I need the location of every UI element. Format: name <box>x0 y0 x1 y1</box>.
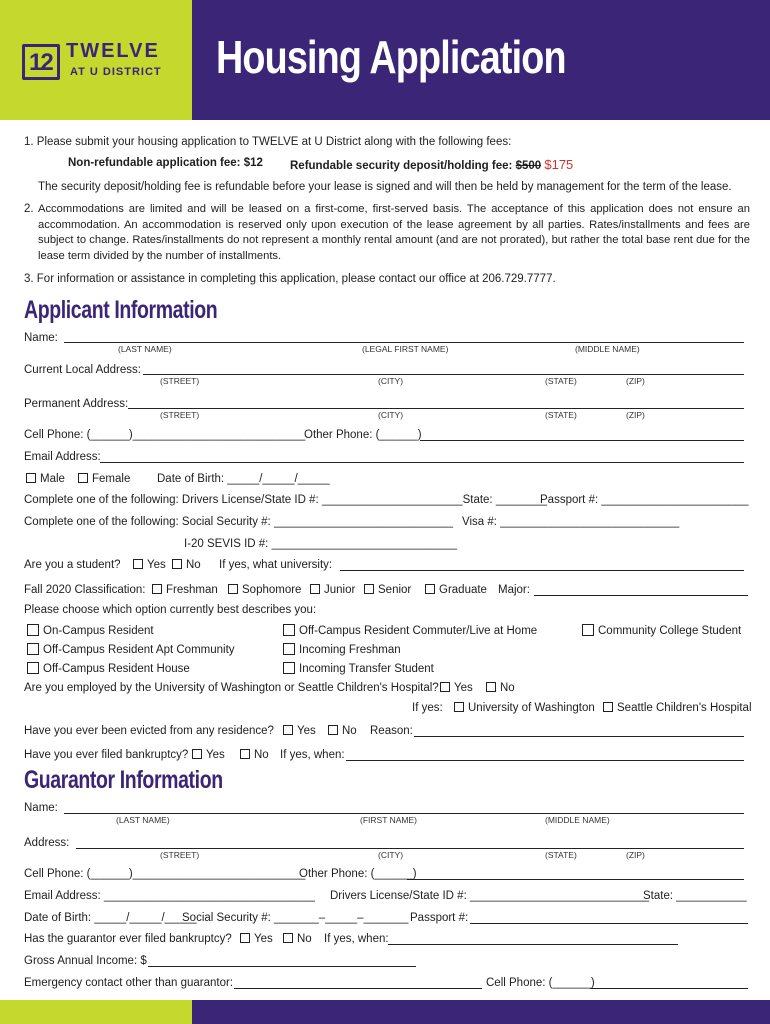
no-label: No <box>254 749 269 761</box>
label-state: (STATE) <box>545 850 577 860</box>
current-address-label: Current Local Address: <box>24 364 141 376</box>
checkbox-icon[interactable] <box>78 473 88 483</box>
checkbox-icon[interactable] <box>603 702 613 712</box>
major-input[interactable] <box>534 595 748 596</box>
applicant-name-input[interactable] <box>64 342 744 343</box>
page-title: Housing Application <box>216 31 566 83</box>
label-zip: (ZIP) <box>626 410 645 420</box>
checkbox-icon[interactable] <box>283 725 293 735</box>
reason-label: Reason: <box>370 725 413 737</box>
bankrupt-when-input[interactable] <box>346 760 744 761</box>
opt-house[interactable] <box>27 662 190 675</box>
intro-item-2: Accommodations are limited and will be leased on a first-come, first-served basis. The acceptance of this application does not ensure an accommodation. An accommodation is reserved only upon execution of the lease agreement by all parties. Rates/installments and fees are subject to change. Rates/installments do not represent a monthly rental amount (and are not prorated), but rather the total base rent due for the lease term divided by the number of installments. <box>38 203 750 262</box>
applicant-name-label: Name: <box>24 332 58 344</box>
bankrupt-no[interactable] <box>240 749 269 761</box>
guarantor-name-input[interactable] <box>64 813 744 814</box>
guarantor-dob-field[interactable]: Date of Birth: _____/_____/_____ <box>24 912 197 924</box>
opt-community[interactable] <box>582 624 741 637</box>
label-first-name: (LEGAL FIRST NAME) <box>362 344 449 354</box>
opt-label: Incoming Transfer Student <box>299 663 434 675</box>
deposit-note: The security deposit/holding fee is refundable before your lease is signed and will then be held by management for the term of the lease. <box>38 181 732 193</box>
checkbox-icon[interactable] <box>283 624 295 636</box>
opt-on-campus[interactable] <box>27 624 154 637</box>
checkbox-icon[interactable] <box>172 559 182 569</box>
emergency-label: Emergency contact other than guarantor: <box>24 977 234 989</box>
label-state: (STATE) <box>545 376 577 386</box>
checkbox-icon[interactable] <box>283 933 293 943</box>
dob-field[interactable]: Date of Birth: _____/_____/_____ <box>157 473 330 485</box>
employer-uw[interactable] <box>454 702 595 714</box>
cell-phone-field[interactable]: Cell Phone: (______)___________________________ <box>24 429 306 441</box>
footer-bar <box>192 1000 770 1024</box>
logo-icon <box>22 44 60 80</box>
bankrupt-when-label: If yes, when: <box>280 749 345 761</box>
no-label: No <box>186 559 201 571</box>
guarantor-passport-label: Passport #: <box>410 912 469 924</box>
label-first-name: (FIRST NAME) <box>360 815 417 825</box>
gross-income-input[interactable] <box>148 966 416 967</box>
label-zip: (ZIP) <box>626 376 645 386</box>
label-city: (CITY) <box>378 850 404 860</box>
permanent-address-input[interactable] <box>128 408 744 409</box>
sophomore-label: Sophomore <box>242 584 302 596</box>
classification-label: Fall 2020 Classification: <box>24 584 146 596</box>
label-city: (CITY) <box>378 376 404 386</box>
label-street: (STREET) <box>160 376 200 386</box>
fee-old: $500 <box>515 160 542 172</box>
checkbox-icon[interactable] <box>310 584 320 594</box>
checkbox-icon[interactable] <box>228 584 238 594</box>
checkbox-icon[interactable] <box>240 749 250 759</box>
yes-label: Yes <box>147 559 166 571</box>
applicant-section-title: Applicant Information <box>24 296 218 324</box>
no-label: No <box>342 725 357 737</box>
graduate-label: Graduate <box>439 584 487 596</box>
checkbox-icon[interactable] <box>364 584 374 594</box>
logo-panel <box>0 0 192 120</box>
university-label: If yes, what university: <box>219 559 333 571</box>
fee-deposit <box>290 157 573 172</box>
bankrupt-yes[interactable] <box>192 749 225 761</box>
label-street: (STREET) <box>160 850 200 860</box>
title-panel <box>192 0 770 120</box>
evicted-yes[interactable] <box>283 725 316 737</box>
evicted-no[interactable] <box>328 725 357 737</box>
no-label: No <box>500 682 515 694</box>
guarantor-other-phone-input[interactable] <box>407 879 744 880</box>
checkbox-icon[interactable] <box>283 662 295 674</box>
intro-item-3: 3. For information or assistance in completing this application, please contact our office at 206.729.7777. <box>24 273 556 285</box>
opt-apt[interactable] <box>27 643 235 656</box>
header <box>0 0 770 120</box>
yes-label: Yes <box>206 749 225 761</box>
checkbox-icon[interactable] <box>486 682 496 692</box>
label-city: (CITY) <box>378 410 404 420</box>
checkbox-icon[interactable] <box>328 725 338 735</box>
gender-female[interactable] <box>78 473 130 485</box>
opt-label: Off-Campus Resident Commuter/Live at Home <box>299 625 538 637</box>
logo-word: TWELVE <box>66 40 160 62</box>
choose-prompt: Please choose which option currently best describes you: <box>24 604 317 616</box>
label-street: (STREET) <box>160 410 200 420</box>
current-address-input[interactable] <box>143 374 744 375</box>
license-field[interactable]: Complete one of the following: Drivers License/State ID #: ______________________State: ________ <box>24 494 547 506</box>
checkbox-icon[interactable] <box>152 584 162 594</box>
checkbox-icon[interactable] <box>283 643 295 655</box>
yes-label: Yes <box>254 933 273 945</box>
label-zip: (ZIP) <box>626 850 645 860</box>
reason-input[interactable] <box>414 736 744 737</box>
other-phone-label: Other Phone: (______) <box>304 429 422 441</box>
label-last-name: (LAST NAME) <box>116 815 170 825</box>
senior-label: Senior <box>378 584 412 596</box>
gross-income-label: Gross Annual Income: $ <box>24 955 147 967</box>
class-graduate[interactable] <box>425 584 487 596</box>
guarantor-passport-input[interactable] <box>470 923 748 924</box>
ssn-field[interactable]: Complete one of the following: Social Security #: ____________________________ <box>24 516 454 528</box>
guarantor-state-field[interactable]: State: ___________ <box>643 890 747 902</box>
class-senior[interactable] <box>364 584 411 596</box>
student-yes[interactable] <box>133 559 166 571</box>
checkbox-icon[interactable] <box>454 702 464 712</box>
footer-accent <box>0 1000 192 1024</box>
emergency-cell-label: Cell Phone: (______) <box>486 977 595 989</box>
guarantor-section-title: Guarantor Information <box>24 766 223 794</box>
other-phone-input[interactable] <box>420 440 744 441</box>
junior-label: Junior <box>324 584 356 596</box>
email-input[interactable] <box>100 462 744 463</box>
opt-label: Off-Campus Resident Apt Community <box>43 644 235 656</box>
intro-item-2-num: 2. <box>24 203 34 215</box>
opt-label: Community College Student <box>598 625 742 637</box>
checkbox-icon[interactable] <box>26 473 36 483</box>
label-last-name: (LAST NAME) <box>118 344 172 354</box>
checkbox-icon[interactable] <box>27 624 39 636</box>
guarantor-bankrupt-question: Has the guarantor ever filed bankruptcy? <box>24 933 232 945</box>
fee-new: $175 <box>544 157 574 172</box>
male-label: Male <box>40 473 65 485</box>
class-freshman[interactable] <box>152 584 218 596</box>
opt-incoming-freshman[interactable] <box>283 643 401 656</box>
no-label: No <box>297 933 312 945</box>
checkbox-icon[interactable] <box>582 624 594 636</box>
label-middle-name: (MIDDLE NAME) <box>545 815 610 825</box>
freshman-label: Freshman <box>166 584 218 596</box>
employed-yes[interactable] <box>440 682 473 694</box>
guarantor-email-field[interactable]: Email Address: _________________________________ <box>24 890 315 902</box>
guarantor-name-label: Name: <box>24 802 58 814</box>
guarantor-address-input[interactable] <box>76 848 744 849</box>
checkbox-icon[interactable] <box>27 643 39 655</box>
yes-label: Yes <box>454 682 473 694</box>
opt-label: Off-Campus Resident House <box>43 663 190 675</box>
opt-transfer[interactable] <box>283 662 434 675</box>
fee-deposit-label: Refundable security deposit/holding fee: <box>290 160 513 172</box>
employed-no[interactable] <box>486 682 515 694</box>
yes-label: Yes <box>297 725 316 737</box>
evicted-question: Have you ever been evicted from any residence? <box>24 725 274 737</box>
opt-label: Incoming Freshman <box>299 644 401 656</box>
checkbox-icon[interactable] <box>27 662 39 674</box>
uw-label: University of Washington <box>468 702 595 714</box>
checkbox-icon[interactable] <box>192 749 202 759</box>
intro-item-1: 1. Please submit your housing application to TWELVE at U District along with the following fees: <box>24 136 512 148</box>
sevis-field[interactable]: I-20 SEVIS ID #: _____________________________ <box>184 538 458 550</box>
employer-sch[interactable] <box>603 702 752 714</box>
emergency-cell-input[interactable] <box>590 988 748 989</box>
label-middle-name: (MIDDLE NAME) <box>575 344 640 354</box>
guarantor-other-phone-label: Other Phone: (______) <box>299 868 417 880</box>
checkbox-icon[interactable] <box>425 584 435 594</box>
permanent-address-label: Permanent Address: <box>24 398 129 410</box>
email-label: Email Address: <box>24 451 101 463</box>
guarantor-cell-field[interactable]: Cell Phone: (______)___________________________ <box>24 868 306 880</box>
employed-question: Are you employed by the University of Washington or Seattle Children's Hospital? <box>24 682 439 694</box>
guarantor-license-field[interactable]: Drivers License/State ID #: ____________________________ <box>330 890 650 902</box>
label-state: (STATE) <box>545 410 577 420</box>
emergency-input[interactable] <box>234 988 482 989</box>
sch-label: Seattle Children's Hospital <box>617 702 752 714</box>
female-label: Female <box>92 473 131 485</box>
checkbox-icon[interactable] <box>440 682 450 692</box>
guarantor-bankrupt-when-input[interactable] <box>388 944 678 945</box>
checkbox-icon[interactable] <box>240 933 250 943</box>
guarantor-address-label: Address: <box>24 837 70 849</box>
if-yes-label: If yes: <box>412 702 443 714</box>
student-question: Are you a student? <box>24 559 121 571</box>
guarantor-bankrupt-yes[interactable] <box>240 933 273 945</box>
class-junior[interactable] <box>310 584 355 596</box>
gender-male[interactable] <box>26 473 65 485</box>
opt-off-commuter[interactable] <box>283 624 537 637</box>
logo-sub: AT U DISTRICT <box>70 66 162 78</box>
university-input[interactable] <box>340 570 744 571</box>
fee-application: Non-refundable application fee: $12 <box>68 157 263 169</box>
major-label: Major: <box>498 584 530 596</box>
logo-number: 12 <box>29 49 52 76</box>
passport-field[interactable]: Passport #: _______________________ <box>540 494 749 506</box>
bankrupt-question: Have you ever filed bankruptcy? <box>24 749 189 761</box>
class-sophomore[interactable] <box>228 584 301 596</box>
checkbox-icon[interactable] <box>133 559 143 569</box>
opt-label: On-Campus Resident <box>43 625 154 637</box>
guarantor-ssn-field[interactable]: Social Security #: _______–_____–_______ <box>182 912 409 924</box>
visa-field[interactable]: Visa #: ____________________________ <box>462 516 680 528</box>
student-no[interactable] <box>172 559 201 571</box>
guarantor-bankrupt-when-label: If yes, when: <box>324 933 389 945</box>
guarantor-bankrupt-no[interactable] <box>283 933 312 945</box>
